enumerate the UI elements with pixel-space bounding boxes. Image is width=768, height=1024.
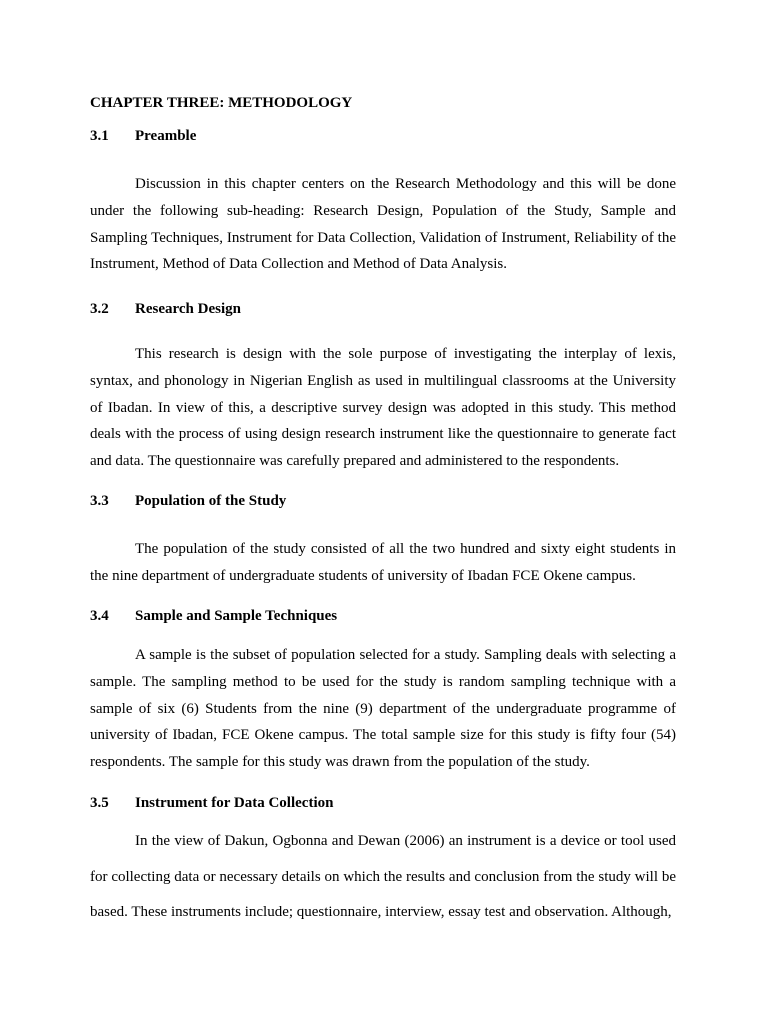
section-heading-3-3 [90,492,286,510]
section-number: 3.4 [90,608,109,624]
section-body-3-1: Discussion in this chapter centers on the Research Methodology and this will be done under the following sub-heading: Research Design, Population of the Study, Sample and Sampling Techniques, Instrument for Data Collection, Validation of Instrument, Reliability of the Instrument, Method of Data Collection and Method of Data Analysis. [90,176,676,273]
section-heading-3-2 [90,300,241,318]
section-number: 3.2 [90,301,109,317]
section-body-3-3: The population of the study consisted of all the two hundred and sixty eight students in the nine department of undergraduate students of university of Ibadan FCE Okene campus. [90,541,676,584]
section-title: Sample and Sample Techniques [135,608,338,624]
chapter-title: CHAPTER THREE: METHODOLOGY [90,95,353,111]
section-body-3-2: This research is design with the sole purpose of investigating the interplay of lexis, syntax, and phonology in Nigerian English as used in multilingual classrooms at the University of Ibadan. In view of this, a descriptive survey design was adopted in this study. This method deals with the process of using design research instrument like the questionnaire to generate fact and data. The questionnaire was carefully prepared and administered to the respondents. [90,346,676,470]
section-heading-3-5 [90,794,333,812]
section-title: Research Design [135,301,241,317]
section-number: 3.1 [90,128,109,144]
section-title: Instrument for Data Collection [135,795,334,811]
section-title: Preamble [135,128,197,144]
section-title: Population of the Study [135,493,287,509]
section-heading-3-1 [90,127,196,145]
section-number: 3.3 [90,493,109,509]
section-body-3-5: In the view of Dakun, Ogbonna and Dewan (2006) an instrument is a device or tool used for collecting data or necessary details on which the results and conclusion from the study will be based. These instruments include; questionnaire, interview, essay test and observation. Although, [90,833,676,921]
section-heading-3-4 [90,607,337,625]
section-number: 3.5 [90,795,109,811]
section-body-3-4: A sample is the subset of population selected for a study. Sampling deals with selecting a sample. The sampling method to be used for the study is random sampling technique with a sample of six (6) Students from the nine (9) department of the undergraduate programme of university of Ibadan, FCE Okene campus. The total sample size for this study is fifty four (54) respondents. The sample for this study was drawn from the population of the study. [90,647,676,771]
